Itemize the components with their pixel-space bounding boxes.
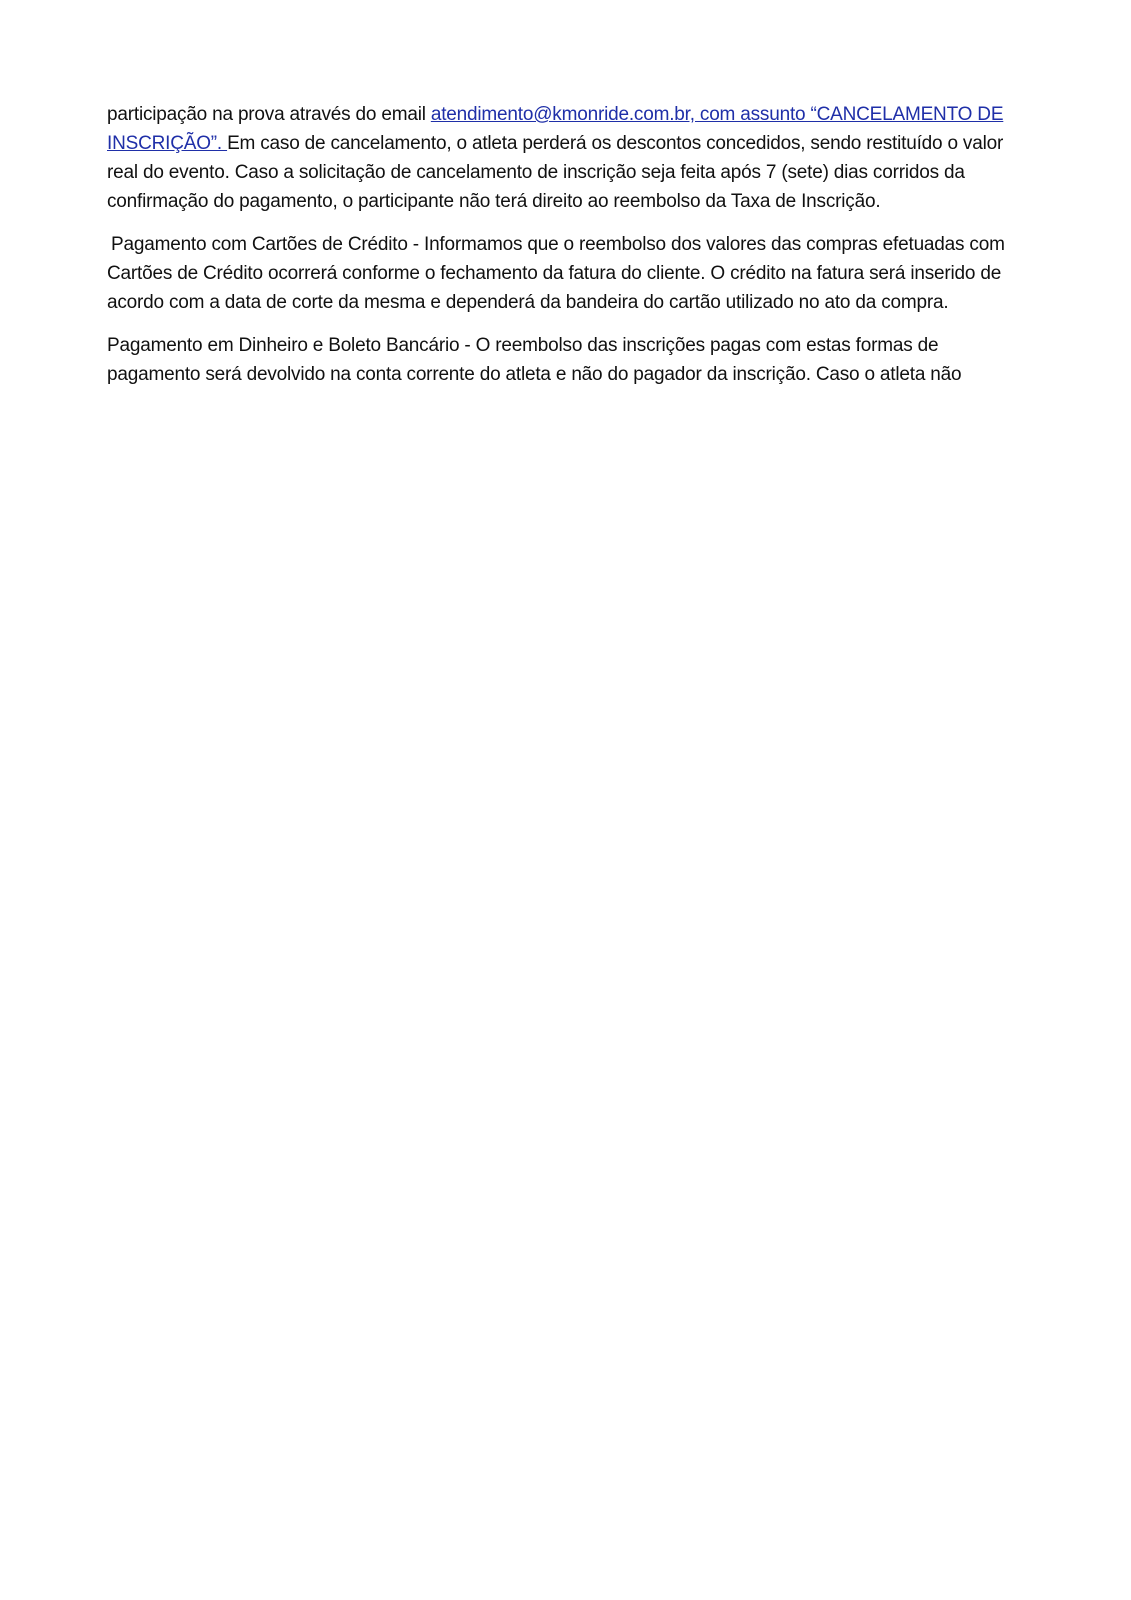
- document-body: [107, 100, 1007, 403]
- paragraph-cancellation: [107, 100, 1007, 216]
- paragraph-cancellation-body: Em caso de cancelamento, o atleta perderá os descontos concedidos, sendo restituído o valor real do evento. Caso a solicitação de cancelamento de inscrição seja feita após 7 (sete) dias corridos da confirmação do pagamento, o participante não terá direito ao reembolso da Taxa de Inscrição.: [107, 133, 1004, 212]
- paragraph-credit-card: Pagamento com Cartões de Crédito - Informamos que o reembolso dos valores das compras efetuadas com Cartões de Crédito ocorrerá conforme o fechamento da fatura do cliente. O crédito na fatura será inserido de acordo com a data de corte da mesma e dependerá da bandeira do cartão utilizado no ato da compra.: [107, 234, 1005, 313]
- paragraph-cash-boleto: Pagamento em Dinheiro e Boleto Bancário - O reembolso das inscrições pagas com estas formas de pagamento será devolvido na conta corrente do atleta e não do pagador da inscrição. Caso o atleta não: [107, 335, 962, 385]
- paragraph-cancellation-intro: participação na prova através do email: [107, 104, 431, 125]
- email-link[interactable]: atendimento@kmonride.com.br, com assunto “CANCELAMENTO DE INSCRIÇÃO”.: [107, 104, 1004, 154]
